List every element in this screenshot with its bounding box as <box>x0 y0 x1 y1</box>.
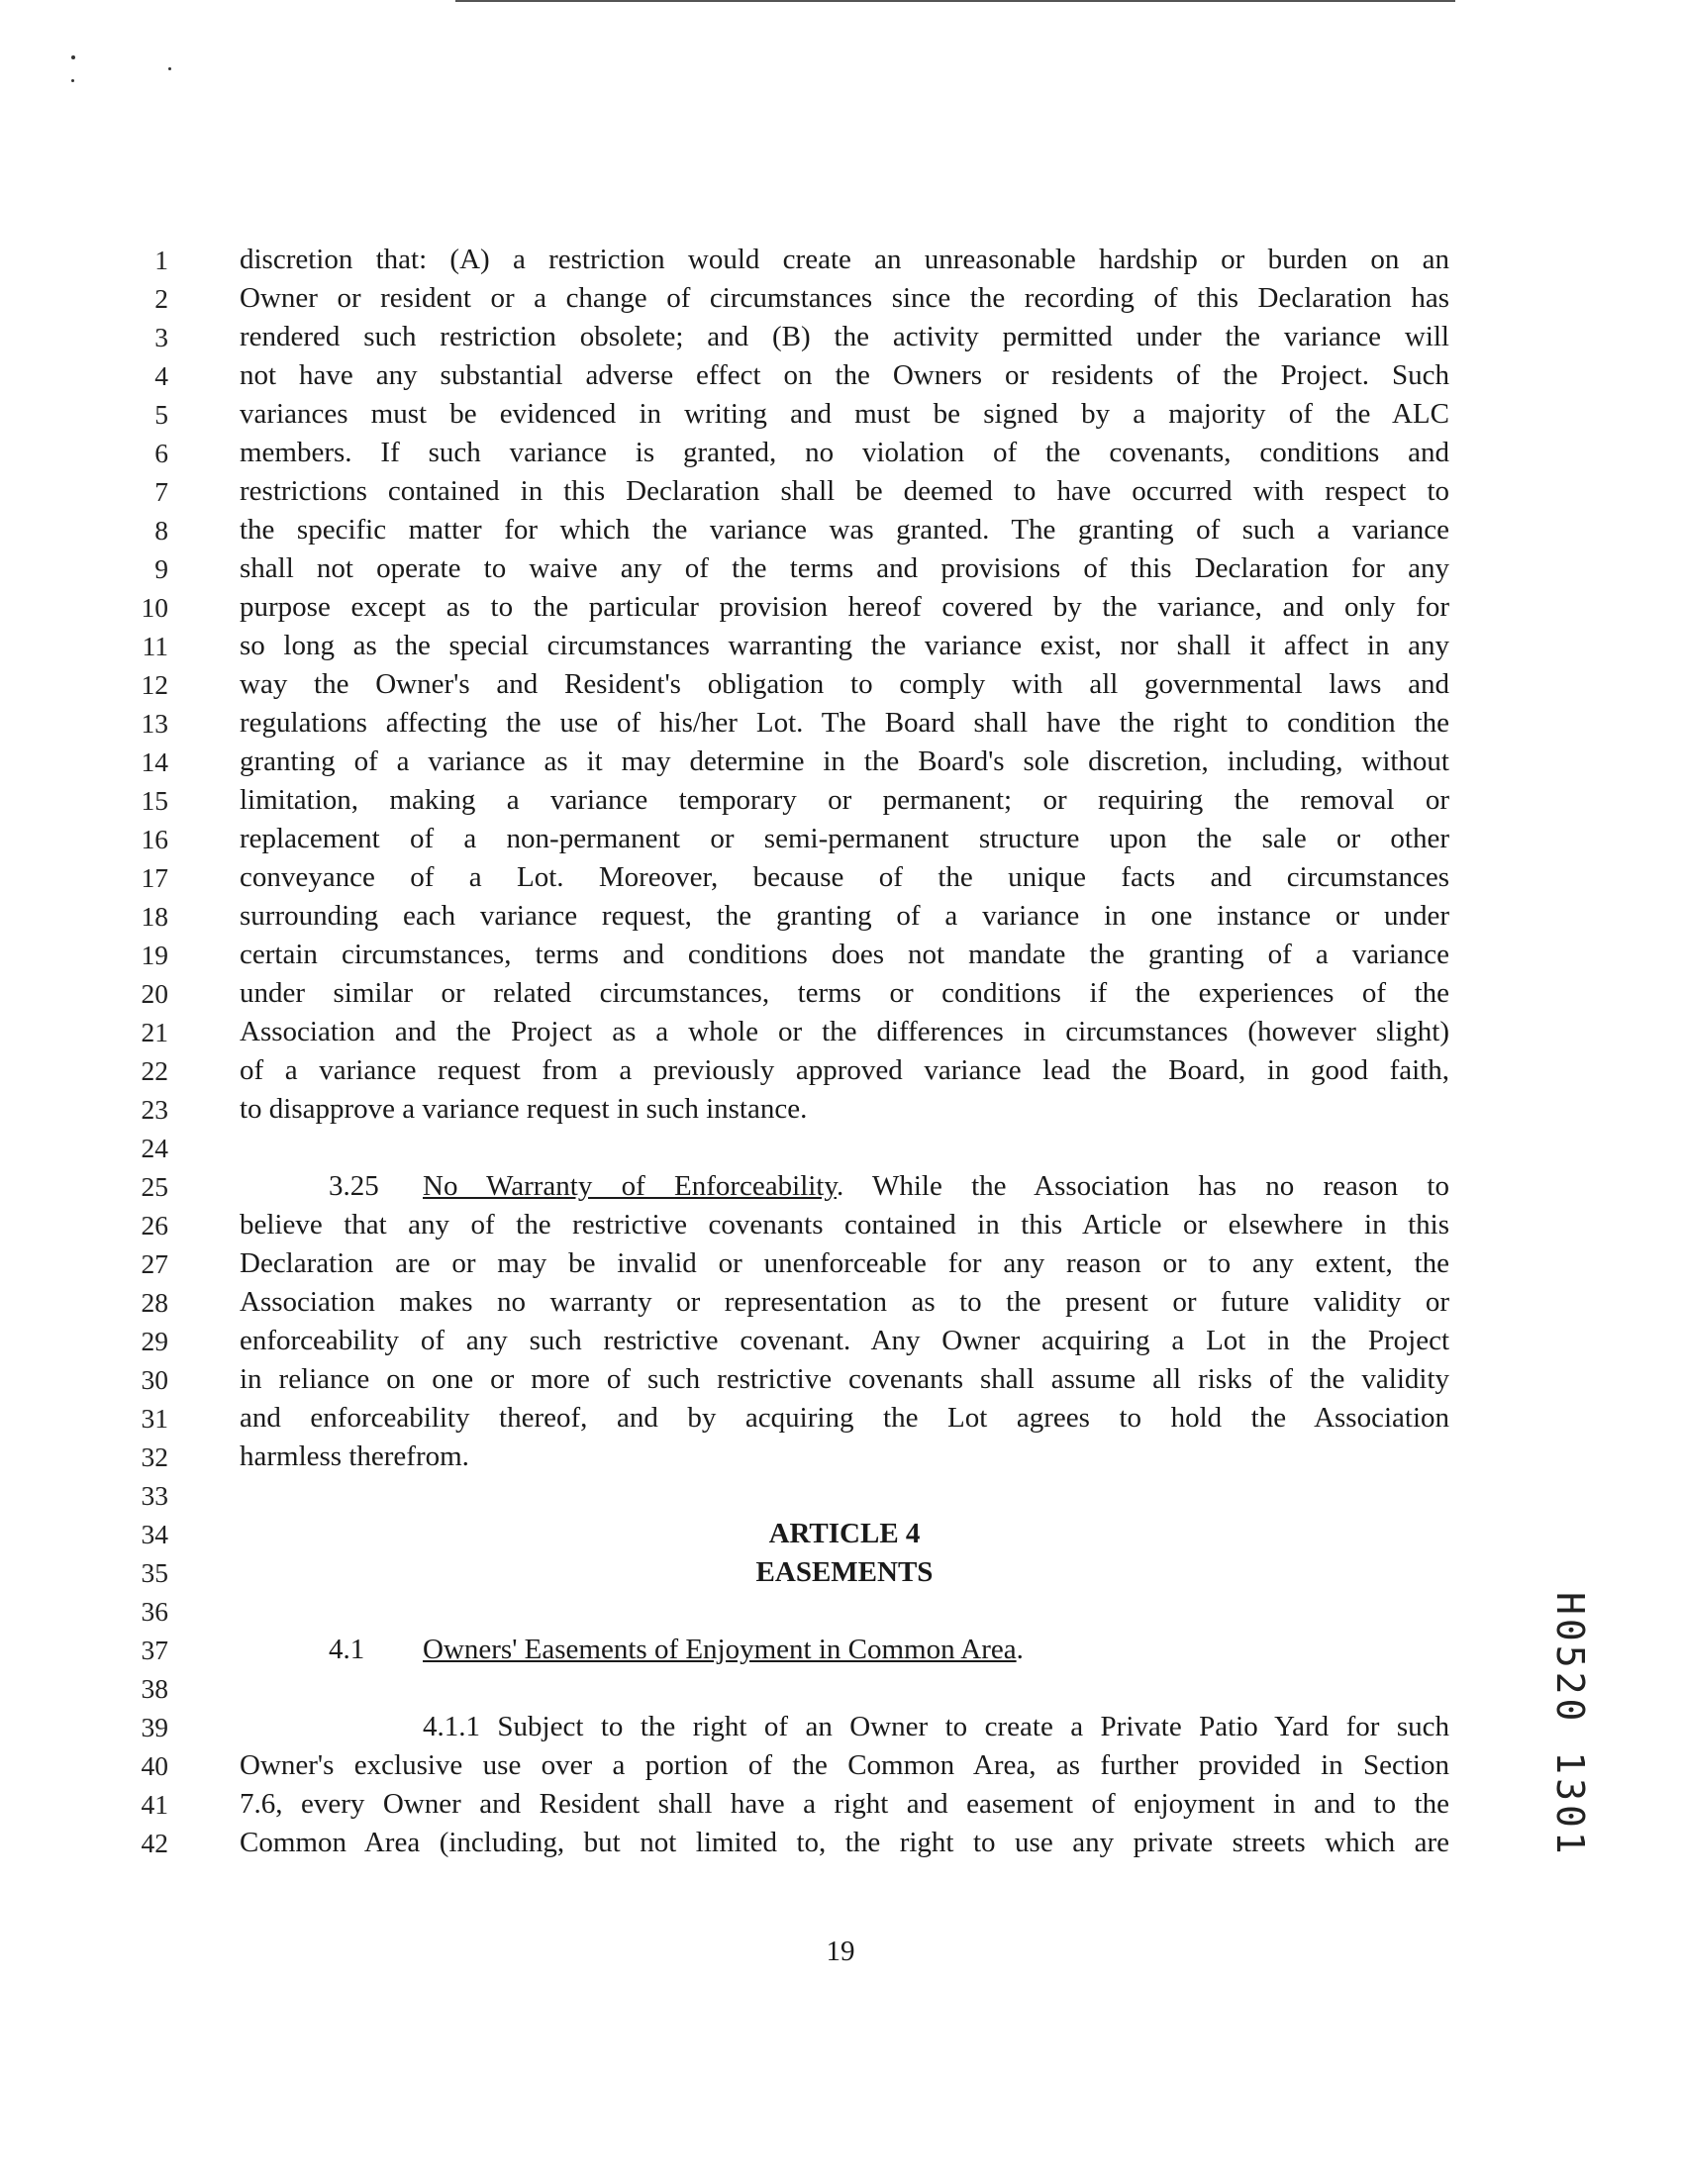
line-text: rendered such restriction obsolete; and (B) the activity permitted under the variance will <box>240 321 1449 352</box>
line-text: conveyance of a Lot. Moreover, because of the unique facts and circumstances <box>240 861 1449 893</box>
line-number: 10 <box>141 592 168 623</box>
article-title: ARTICLE 4 <box>768 1518 921 1549</box>
line-text: purpose except as to the particular provision hereof covered by the variance, and only for <box>240 591 1449 623</box>
line-text: Owner's exclusive use over a portion of the Common Area, as further provided in Section <box>240 1749 1449 1781</box>
line-text: believe that any of the restrictive covenants contained in this Article or elsewhere in this <box>240 1209 1449 1241</box>
line-20 <box>0 974 1681 1013</box>
line-number: 24 <box>141 1133 168 1163</box>
line-2 <box>0 279 1681 318</box>
line-number: 33 <box>141 1480 168 1511</box>
section-4-1-heading-line <box>329 1631 1449 1669</box>
line-5 <box>0 395 1681 434</box>
line-text: enforceability of any such restrictive covenant. Any Owner acquiring a Lot in the Project <box>240 1325 1449 1356</box>
line-number: 40 <box>141 1750 168 1781</box>
line-text: certain circumstances, terms and conditions does not mandate the granting of a variance <box>240 939 1449 970</box>
line-text: of a variance request from a previously approved variance lead the Board, in good faith, <box>240 1054 1449 1086</box>
line-text: Association and the Project as a whole or the differences in circumstances (however slight) <box>240 1016 1449 1047</box>
line-16 <box>0 820 1681 858</box>
line-text: variances must be evidenced in writing and must be signed by a majority of the ALC <box>240 398 1449 430</box>
line-38 <box>0 1669 1681 1708</box>
top-edge-rule <box>455 0 1455 2</box>
line-number: 15 <box>141 785 168 816</box>
line-text: restrictions contained in this Declaration shall be deemed to have occurred with respect to <box>240 475 1449 507</box>
line-number: 31 <box>141 1403 168 1434</box>
line-34 <box>0 1515 1681 1553</box>
line-text: shall not operate to waive any of the terms and provisions of this Declaration for any <box>240 552 1449 584</box>
line-number: 19 <box>141 940 168 970</box>
line-23 <box>0 1090 1681 1129</box>
line-11 <box>0 627 1681 665</box>
line-6 <box>0 434 1681 472</box>
line-36 <box>0 1592 1681 1631</box>
line-number: 2 <box>154 283 168 314</box>
line-text: so long as the special circumstances warranting the variance exist, nor shall it affect in any <box>240 630 1449 661</box>
page-number: 19 <box>826 1936 855 1967</box>
line-42 <box>0 1824 1681 1862</box>
line-number: 21 <box>141 1017 168 1047</box>
line-text: members. If such variance is granted, no violation of the covenants, conditions and <box>240 437 1449 468</box>
line-number: 17 <box>141 862 168 893</box>
section-number: 4.1 <box>329 1634 365 1665</box>
line-number: 32 <box>141 1441 168 1472</box>
line-25 <box>0 1167 1681 1206</box>
line-17 <box>0 858 1681 897</box>
article-subtitle: EASEMENTS <box>755 1556 934 1588</box>
line-text: way the Owner's and Resident's obligation to comply with all governmental laws and <box>240 668 1449 700</box>
line-39 <box>0 1708 1681 1746</box>
line-text: to disapprove a variance request in such instance. <box>240 1093 808 1125</box>
line-number: 22 <box>141 1055 168 1086</box>
line-number: 14 <box>141 746 168 777</box>
line-number: 29 <box>141 1326 168 1356</box>
line-19 <box>0 936 1681 974</box>
line-number: 38 <box>141 1673 168 1704</box>
recording-stamp: H0520 1301 <box>1548 1592 1592 1858</box>
line-text: granting of a variance as it may determine in the Board's sole discretion, including, without <box>240 745 1449 777</box>
line-text: Common Area (including, but not limited to, the right to use any private streets which are <box>240 1827 1449 1858</box>
line-number: 3 <box>154 322 168 352</box>
line-number: 20 <box>141 978 168 1009</box>
line-number: 16 <box>141 824 168 854</box>
line-4 <box>0 356 1681 395</box>
line-text: in reliance on one or more of such restrictive covenants shall assume all risks of the validity <box>240 1363 1449 1395</box>
line-number: 13 <box>141 708 168 739</box>
line-number: 34 <box>141 1519 168 1549</box>
line-8 <box>0 511 1681 549</box>
line-number: 8 <box>154 515 168 546</box>
line-13 <box>0 704 1681 743</box>
line-text: 4.1.1 Subject to the right of an Owner to create a Private Patio Yard for such <box>423 1711 1449 1742</box>
line-number: 41 <box>141 1789 168 1820</box>
line-18 <box>0 897 1681 936</box>
line-3 <box>0 318 1681 356</box>
line-text: regulations affecting the use of his/her Lot. The Board shall have the right to condition the <box>240 707 1449 739</box>
line-40 <box>0 1746 1681 1785</box>
line-31 <box>0 1399 1681 1438</box>
line-29 <box>0 1322 1681 1360</box>
line-text: . While the Association has no reason to <box>836 1170 1449 1202</box>
line-9 <box>0 549 1681 588</box>
section-3-25-heading-line <box>329 1167 1449 1206</box>
line-number: 39 <box>141 1712 168 1742</box>
line-number: 18 <box>141 901 168 932</box>
scan-speck <box>168 67 171 70</box>
line-number: 11 <box>142 631 168 661</box>
line-number: 26 <box>141 1210 168 1241</box>
line-37 <box>0 1631 1681 1669</box>
line-14 <box>0 743 1681 781</box>
line-15 <box>0 781 1681 820</box>
scan-speck <box>71 79 74 82</box>
line-number: 37 <box>141 1635 168 1665</box>
line-number: 12 <box>141 669 168 700</box>
line-32 <box>0 1438 1681 1476</box>
line-number: 27 <box>141 1248 168 1279</box>
line-text: replacement of a non-permanent or semi-permanent structure upon the sale or other <box>240 823 1449 854</box>
line-number: 23 <box>141 1094 168 1125</box>
line-number: 36 <box>141 1596 168 1627</box>
section-number: 3.25 <box>329 1170 379 1202</box>
line-30 <box>0 1360 1681 1399</box>
line-text: limitation, making a variance temporary or permanent; or requiring the removal or <box>240 784 1449 816</box>
line-text: harmless therefrom. <box>240 1440 469 1472</box>
line-number: 7 <box>154 476 168 507</box>
line-text: the specific matter for which the variance was granted. The granting of such a variance <box>240 514 1449 546</box>
line-28 <box>0 1283 1681 1322</box>
line-text: Owner or resident or a change of circumstances since the recording of this Declaration has <box>240 282 1449 314</box>
line-text: Declaration are or may be invalid or unenforceable for any reason or to any extent, the <box>240 1247 1449 1279</box>
line-24 <box>0 1129 1681 1167</box>
line-26 <box>0 1206 1681 1244</box>
line-41 <box>0 1785 1681 1824</box>
line-text: 7.6, every Owner and Resident shall have a right and easement of enjoyment in and to the <box>240 1788 1449 1820</box>
line-number: 4 <box>154 360 168 391</box>
scan-speck <box>71 55 75 59</box>
line-number: 35 <box>141 1557 168 1588</box>
line-27 <box>0 1244 1681 1283</box>
line-text: Association makes no warranty or representation as to the present or future validity or <box>240 1286 1449 1318</box>
line-number: 5 <box>154 399 168 430</box>
section-title: No Warranty of Enforceability <box>423 1170 837 1202</box>
line-text: . <box>1016 1634 1024 1665</box>
line-number: 42 <box>141 1828 168 1858</box>
document-body <box>0 241 1681 1862</box>
line-text: and enforceability thereof, and by acquiring the Lot agrees to hold the Association <box>240 1402 1449 1434</box>
line-number: 28 <box>141 1287 168 1318</box>
line-text: surrounding each variance request, the granting of a variance in one instance or under <box>240 900 1449 932</box>
line-35 <box>0 1553 1681 1592</box>
line-number: 1 <box>154 245 168 275</box>
line-22 <box>0 1051 1681 1090</box>
line-text: under similar or related circumstances, terms or conditions if the experiences of the <box>240 977 1449 1009</box>
line-number: 30 <box>141 1364 168 1395</box>
line-10 <box>0 588 1681 627</box>
line-number: 6 <box>154 438 168 468</box>
line-7 <box>0 472 1681 511</box>
section-title: Owners' Easements of Enjoyment in Common Area <box>423 1634 1017 1665</box>
line-1 <box>0 241 1681 279</box>
line-21 <box>0 1013 1681 1051</box>
line-number: 25 <box>141 1171 168 1202</box>
line-number: 9 <box>154 553 168 584</box>
line-text: not have any substantial adverse effect on the Owners or residents of the Project. Such <box>240 359 1449 391</box>
line-12 <box>0 665 1681 704</box>
line-33 <box>0 1476 1681 1515</box>
line-text: discretion that: (A) a restriction would create an unreasonable hardship or burden on an <box>240 244 1449 275</box>
